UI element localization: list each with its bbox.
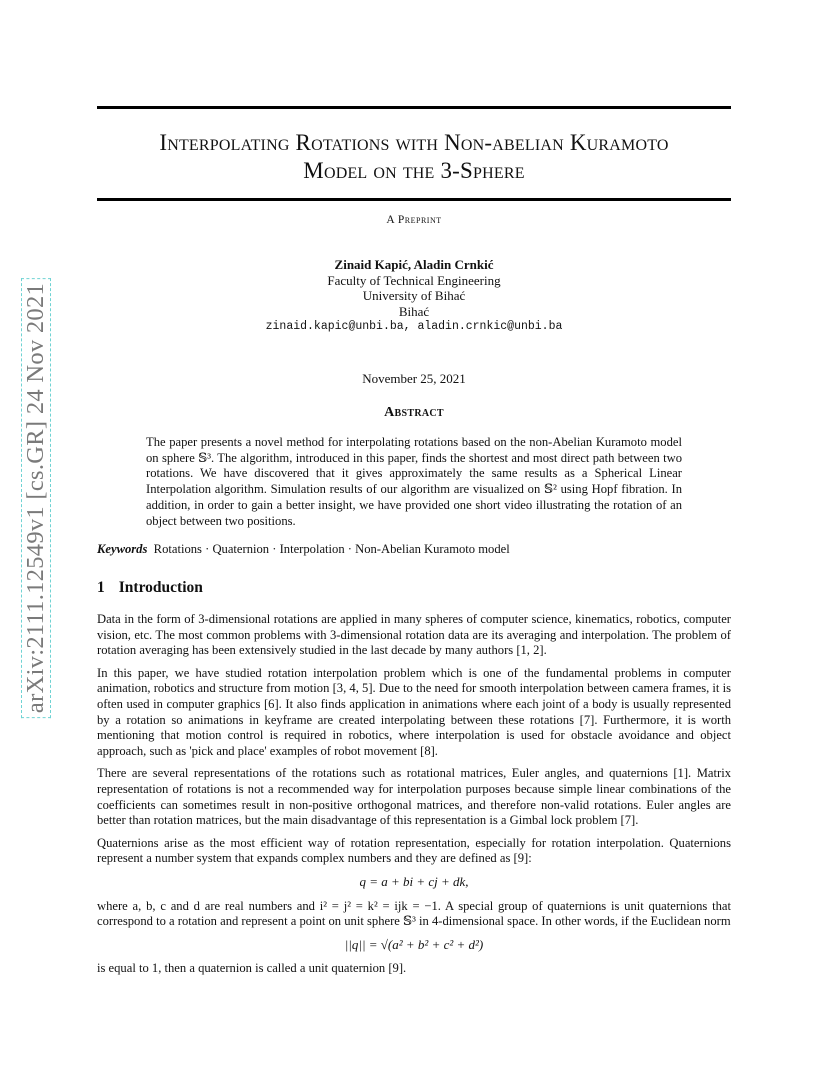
equation-quaternion: q = a + bi + cj + dk, — [359, 873, 469, 889]
section-body — [97, 612, 731, 984]
affiliation-1: Faculty of Technical Engineering — [327, 272, 501, 288]
paragraph: Data in the form of 3-dimensional rotations are applied in many spheres of computer science, kinematics, robotics, computer vision, etc. The most common problems with 3-dimensional rotation data are its averaging and interpolation. The problem of rotation averaging has been extensively studied in the last decade by many authors [1, 2]. — [97, 612, 731, 658]
paragraph: There are several representations of the rotations such as rotational matrices, Euler angles, and quaternions [1]. Matrix representation of rotations is not a recommended way for interpolation purposes because simple linear combinations of the coefficients can sometimes result in non-positive orthogonal matrices, and therefore non-valid rotations. Euler angles are better than rotation matrices, but the main disadvantage of this representation is a Gimbal lock problem [7]. — [97, 766, 731, 828]
affiliation-2: University of Bihać — [362, 288, 466, 303]
arxiv-side-stamp — [16, 258, 56, 738]
keywords-line — [97, 542, 731, 557]
preprint-label: A Preprint — [386, 214, 442, 226]
paper-title — [97, 129, 731, 185]
arxiv-id: arXiv:2111.12549v1 [cs.GR] 24 Nov 2021 — [21, 278, 51, 718]
paragraph: Quaternions arise as the most efficient way of rotation representation, especially for rotation interpolation. Quaternions represent a number system that expands complex numbers and they are defined as [9]: — [97, 835, 731, 866]
keywords-label: Keywords — [97, 542, 148, 556]
section-heading — [97, 579, 203, 597]
publication-date: November 25, 2021 — [362, 371, 466, 386]
title-line-1: Interpolating Rotations with Non-abelian Kuramoto — [159, 130, 669, 155]
keywords-list: Rotations · Quaternion · Interpolation · Non-Abelian Kuramoto model — [153, 542, 510, 556]
abstract-heading: Abstract — [384, 405, 444, 420]
abstract-text: The paper presents a novel method for interpolating rotations based on the non-Abelian Kuramoto model on sphere 𝕊³. The algorithm, introduced in this paper, finds the shortest and most direct path between two rotations. We have discovered that it gives approximately the same results as a Spherical Linear Interpolation algorithm. Simulation results of our algorithm are visualized on 𝕊² using Hopf fibration. In addition, in order to gain a better insight, we have provided one short video illustrating the rotation of an object between two positions. — [146, 435, 682, 528]
paragraph: where a, b, c and d are real numbers and i² = j² = k² = ijk = −1. A special group of quaternions is unit quaternions that correspond to a rotation and represent a point on unit sphere 𝕊³ in 4-dimensional space. In other words, if the Euclidean norm — [97, 898, 731, 929]
title-line-2: Model on the 3-Sphere — [303, 158, 525, 183]
paragraph: In this paper, we have studied rotation interpolation problem which is one of the fundamental problems in computer animation, robotics and structure from motion [3, 4, 5]. Due to the need for smooth interpolation between camera frames, it is often used in computer graphics [6]. It also finds application in animations where each joint of a body is usually represented by a rotation so animations in keyframe are created interpolating between these rotations [7]. Furthermore, it is worth mentioning that motion control is required in robotics, where interpolation is used for obstacle avoidance and object approach, such as 'pick and place' examples of robot movement [8]. — [97, 665, 731, 758]
author-block — [97, 257, 731, 335]
title-top-rule — [97, 106, 731, 109]
author-names: Zinaid Kapić, Aladin Crnkić — [334, 257, 494, 272]
title-bottom-rule — [97, 198, 731, 201]
section-number: 1 — [97, 579, 105, 596]
equation-norm: ||q|| = √(a² + b² + c² + d²) — [344, 936, 484, 952]
paragraph: is equal to 1, then a quaternion is called a unit quaternion [9]. — [97, 961, 407, 976]
section-title: Introduction — [118, 579, 203, 596]
affiliation-3: Bihać — [398, 303, 430, 319]
author-emails: zinaid.kapic@unbi.ba, aladin.crnkic@unbi.ba — [265, 320, 563, 333]
